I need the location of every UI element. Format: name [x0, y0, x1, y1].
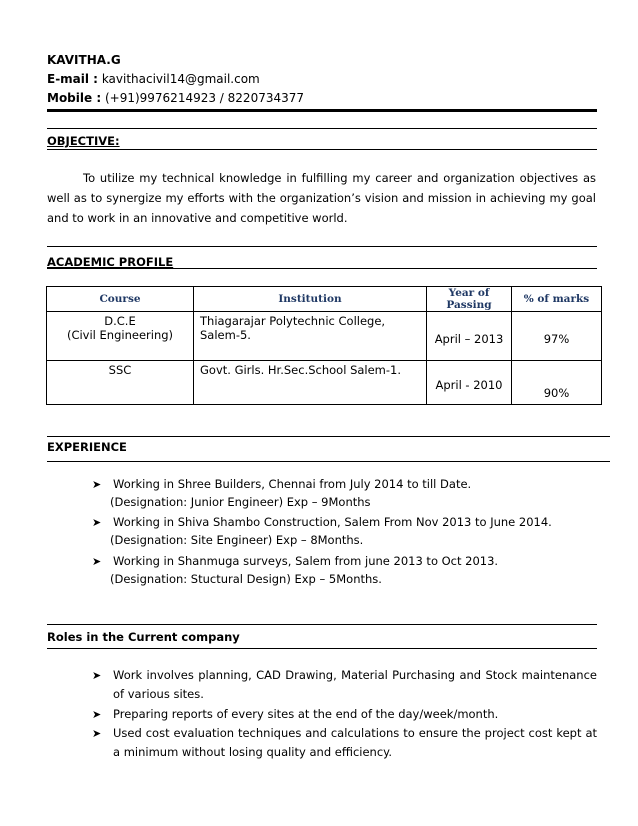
roles-item: ➤ Work involves planning, CAD Drawing, Material Purchasing and Stock maintenance of various sites.: [92, 668, 597, 701]
year-cell: April - 2010: [427, 361, 512, 405]
academic-bottom-rule: [47, 268, 597, 269]
experience-bottom-rule: [47, 461, 610, 462]
mobile-label: Mobile :: [47, 91, 102, 105]
objective-body: To utilize my technical knowledge in fulfilling my career and organization objectives as well as to synergize my efforts with the organization’s vision and mission in achieving my goal and to work in an innovative and competitive world.: [47, 171, 596, 225]
header-divider: [47, 109, 597, 112]
table-row: [47, 312, 602, 361]
roles-heading: Roles in the Current company: [47, 630, 240, 644]
mobile-line: [47, 91, 304, 105]
col-year: Year of Passing: [427, 287, 512, 312]
experience-item: ➤ Working in Shanmuga surveys, Salem from june 2013 to Oct 2013.: [92, 552, 498, 571]
objective-heading: OBJECTIVE:: [47, 134, 120, 148]
col-course: Course: [47, 287, 194, 312]
roles-bottom-rule: [47, 648, 597, 649]
arrow-bullet-icon: ➤: [92, 478, 102, 491]
academic-heading: ACADEMIC PROFILE: [47, 255, 174, 269]
table-header-row: [47, 287, 602, 312]
course-cell: [47, 361, 194, 405]
email-label: E-mail :: [47, 72, 98, 86]
roles-top-rule: [47, 624, 597, 625]
candidate-name: KAVITHA.G: [47, 53, 121, 67]
arrow-bullet-icon: ➤: [92, 516, 102, 529]
experience-item: ➤ Working in Shiva Shambo Construction, Salem From Nov 2013 to June 2014.: [92, 513, 552, 532]
objective-top-rule: [47, 128, 597, 129]
objective-bottom-rule: [47, 149, 597, 150]
marks-cell: 90%: [512, 361, 602, 405]
experience-detail: (Designation: Site Engineer) Exp – 8Months.: [110, 533, 364, 547]
experience-detail: (Designation: Junior Engineer) Exp – 9Months: [110, 495, 371, 509]
year-cell: April – 2013: [427, 312, 512, 361]
email-line: [47, 72, 260, 86]
arrow-bullet-icon: ➤: [92, 555, 102, 568]
roles-item: ➤ Preparing reports of every sites at the end of the day/week/month.: [92, 705, 597, 724]
academic-top-rule: [47, 246, 597, 247]
email-value: kavithacivil14@gmail.com: [101, 72, 260, 86]
mobile-value: (+91)9976214923 / 8220734377: [104, 91, 305, 105]
objective-text: [47, 168, 596, 228]
experience-top-rule: [47, 436, 610, 437]
experience-heading: EXPERIENCE: [47, 440, 127, 454]
arrow-bullet-icon: ➤: [92, 669, 102, 682]
institution-cell: Thiagarajar Polytechnic College, Salem-5.: [194, 312, 427, 361]
academic-table: [46, 286, 602, 405]
marks-cell: 97%: [512, 312, 602, 361]
col-marks: % of marks: [512, 287, 602, 312]
arrow-bullet-icon: ➤: [92, 727, 102, 740]
arrow-bullet-icon: ➤: [92, 708, 102, 721]
institution-cell: Govt. Girls. Hr.Sec.School Salem-1.: [194, 361, 427, 405]
course-name: D.C.E: [104, 314, 136, 328]
course-name: SSC: [108, 363, 132, 377]
roles-item: ➤ Used cost evaluation techniques and calculations to ensure the project cost kept at a minimum without losing quality and efficiency.: [92, 726, 597, 759]
course-sub: (Civil Engineering): [66, 328, 174, 342]
experience-detail: (Designation: Stuctural Design) Exp – 5Months.: [110, 572, 382, 586]
experience-item: ➤ Working in Shree Builders, Chennai from July 2014 to till Date.: [92, 475, 471, 494]
course-cell: [47, 312, 194, 361]
col-institution: Institution: [194, 287, 427, 312]
table-row: [47, 361, 602, 405]
